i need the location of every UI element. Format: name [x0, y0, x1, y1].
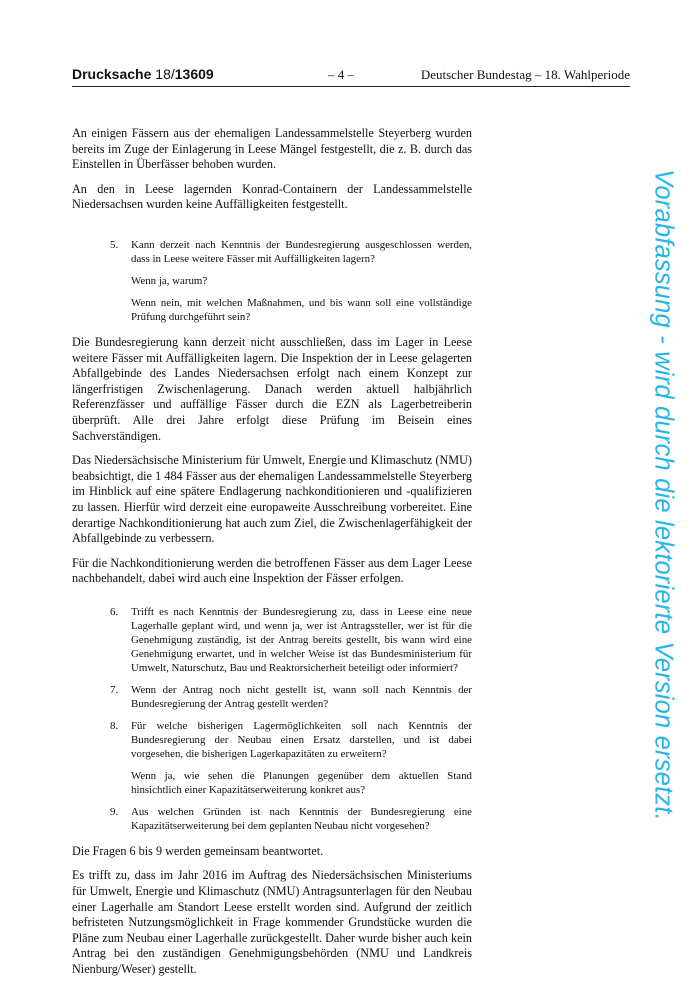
page-number: – 4 –: [328, 67, 354, 82]
document-body: [72, 126, 472, 987]
answer-paragraph: Die Bundesregierung kann derzeit nicht ausschließen, dass im Lager in Leese weitere Fässer mit Auffälligkeiten lagern. Die Inspektion der in Leese gelagerten Abfallgebinde des Landes Niedersachsen erfolgt nach einem Konzept zur längerfristigen Zwischenlagerung. Danach werden aktuell halbjährlich Referenzfässer und auffällige Fässer durch die EZN als Lagerbetreiberin überprüft. Alle drei Jahre erfolgt diese Prüfung im Beisein eines Sachverständigen.: [72, 334, 472, 443]
document-label: Drucksache: [72, 66, 152, 82]
answer-paragraph: Für die Nachkonditionierung werden die betroffenen Fässer aus dem Lager Leese nachbehandelt, dabei wird auch eine Inspektion der Fässer erfolgen.: [72, 555, 472, 586]
question-number: 8.: [110, 719, 119, 732]
question-number: 7.: [110, 683, 119, 696]
preliminary-version-watermark: Vorabfassung - wird durch die lektorierte Version ersetzt.: [649, 169, 678, 821]
question-subtext: Wenn ja, warum?: [131, 274, 208, 287]
question-number: 5.: [110, 238, 119, 251]
answer-paragraph: Das Niedersächsische Ministerium für Umwelt, Energie und Klimaschutz (NMU) beabsichtigt, die 1 484 Fässer aus der ehemaligen Landessammelstelle Steyerberg im Hinblick auf eine spätere Endlagerung nachkonditionieren und -qualifizieren zu lassen. Hierfür wird derzeit eine europaweite Ausschreibung vorbereitet. Eine derartige Nachkonditionierung hat auch zum Ziel, die Zwischenlagerfähigkeit der Abfallgebinde zu verbessern.: [72, 453, 472, 546]
answer-paragraph: Die Fragen 6 bis 9 werden gemeinsam beantwortet.: [72, 843, 324, 858]
question-9: [110, 805, 472, 833]
question-text: Für welche bisherigen Lagermöglichkeiten soll nach Kenntnis der Bundesregierung der Neubau einen Ersatz darstellen, und ist dabei vorgesehen, die bisherigen Lagerkapazitäten zu erweitern?: [131, 719, 472, 760]
question-text: Aus welchen Gründen ist nach Kenntnis der Bundesregierung eine Kapazitätserweiterung bei dem geplanten Neubau nicht vorgesehen?: [131, 805, 472, 832]
answer-paragraph: An einigen Fässern aus der ehemaligen Landessammelstelle Steyerberg wurden bereits im Zuge der Einlagerung in Leese Mängel festgestellt, die z. B. durch das Einstellen in Überfässer behoben wurden.: [72, 126, 472, 172]
page-header: [72, 66, 630, 87]
question-number: 6.: [110, 605, 119, 618]
document-number-prefix: 18/: [155, 66, 175, 82]
question-5: [110, 238, 472, 266]
question-block: [110, 238, 472, 324]
document-number-value: 13609: [174, 66, 214, 82]
answer-paragraph: An den in Leese lagernden Konrad-Containern der Landessammelstelle Niedersachsen wurden keine Auffälligkeiten festgestellt.: [72, 181, 472, 212]
question-text: Trifft es nach Kenntnis der Bundesregierung zu, dass in Leese eine neue Lagerhalle geplant wird, und wenn ja, wer ist Antragssteller, wer ist für die Genehmigung zuständig, ist der Antrag bereits gestellt, bis wann wird eine Genehmigung erwartet, und in welcher Weise ist das Bundesministerium für Umwelt, Naturschutz, Bau und Reaktorsicherheit beteiligt oder informiert?: [131, 605, 472, 674]
question-subtext: Wenn ja, wie sehen die Planungen gegenüber dem aktuellen Stand hinsichtlich einer Kapazitätserweiterung konkret aus?: [131, 769, 472, 796]
question-8: [110, 719, 472, 761]
question-subtext: Wenn nein, mit welchen Maßnahmen, und bis wann soll eine vollständige Prüfung durchgeführt sein?: [131, 296, 472, 323]
question-7: [110, 683, 472, 711]
document-number: [72, 66, 214, 82]
question-block: [110, 605, 472, 833]
question-number: 9.: [110, 805, 119, 818]
institution-period: Deutscher Bundestag – 18. Wahlperiode: [420, 67, 630, 82]
question-6: [110, 605, 472, 675]
question-text: Wenn der Antrag noch nicht gestellt ist, wann soll nach Kenntnis der Bundesregierung der Antrag gestellt werden?: [131, 683, 472, 710]
question-text: Kann derzeit nach Kenntnis der Bundesregierung ausgeschlossen werden, dass in Leese weitere Fässer mit Auffälligkeiten lagern?: [131, 238, 472, 265]
answer-paragraph: Es trifft zu, dass im Jahr 2016 im Auftrag des Niedersächsischen Ministeriums für Umwelt, Energie und Klimaschutz (NMU) Antragsunterlagen für den Neubau einer Lagerhalle am Standort Leese erstellt worden sind. Aufgrund der zeitlich befristeten Nutzungsmöglichkeit in Frage kommender Grundstücke wurden die Pläne zum Neubau einer Lagerhalle zurückgestellt. Daher wurde bisher auch kein Antrag bei den zuständigen Genehmigungsbehörden (NMU und Landkreis Nienburg/Weser) gestellt.: [72, 868, 472, 977]
